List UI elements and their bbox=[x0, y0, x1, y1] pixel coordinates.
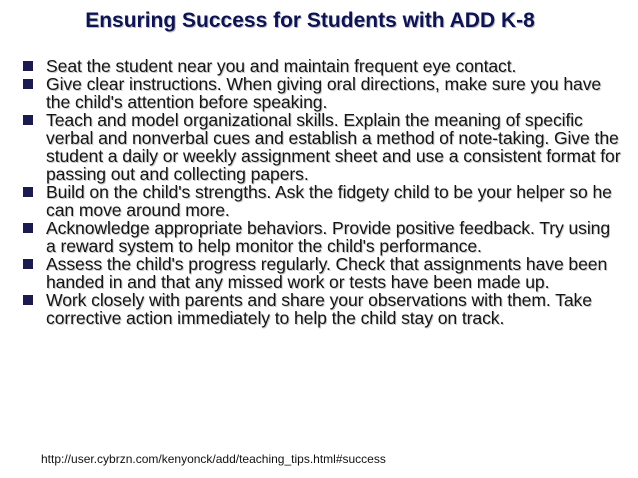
square-bullet-icon bbox=[23, 259, 33, 269]
slide-title: Ensuring Success for Students with ADD K-8 bbox=[85, 9, 535, 32]
bullet-item-assess-progress bbox=[22, 255, 622, 291]
square-bullet-icon bbox=[23, 115, 33, 125]
bullet-item-seat-student bbox=[22, 57, 622, 75]
square-bullet-icon bbox=[23, 79, 33, 89]
bullet-text: Acknowledge appropriate behaviors. Provide positive feedback. Try using a reward system to help monitor the child's performance. bbox=[46, 218, 611, 256]
bullet-text: Give clear instructions. When giving oral directions, make sure you have the child's attention before speaking. bbox=[46, 74, 602, 112]
bullet-text: Teach and model organizational skills. Explain the meaning of specific verbal and nonverbal cues and establish a method of note-taking. Give the student a daily or weekly assignment sheet and use a consistent format for passing out and collecting papers. bbox=[46, 110, 621, 184]
bullet-text: Assess the child's progress regularly. Check that assignments have been handed in and that any missed work or tests have been made up. bbox=[46, 254, 608, 292]
source-url: http://user.cybrzn.com/kenyonck/add/teaching_tips.html#success bbox=[41, 452, 386, 466]
square-bullet-icon bbox=[23, 295, 33, 305]
bullet-item-work-with-parents bbox=[22, 291, 622, 327]
bullet-item-clear-instructions bbox=[22, 75, 622, 111]
bullet-item-acknowledge-behaviors bbox=[22, 219, 622, 255]
square-bullet-icon bbox=[23, 223, 33, 233]
bullet-text: Seat the student near you and maintain frequent eye contact. bbox=[46, 56, 517, 76]
square-bullet-icon bbox=[23, 187, 33, 197]
bullet-list bbox=[22, 57, 622, 327]
bullet-text: Work closely with parents and share your observations with them. Take corrective action immediately to help the child stay on track. bbox=[46, 290, 592, 328]
bullet-text: Build on the child's strengths. Ask the fidgety child to be your helper so he can move around more. bbox=[46, 182, 612, 220]
bullet-item-organizational-skills bbox=[22, 111, 622, 183]
square-bullet-icon bbox=[23, 61, 33, 71]
bullet-item-child-strengths bbox=[22, 183, 622, 219]
